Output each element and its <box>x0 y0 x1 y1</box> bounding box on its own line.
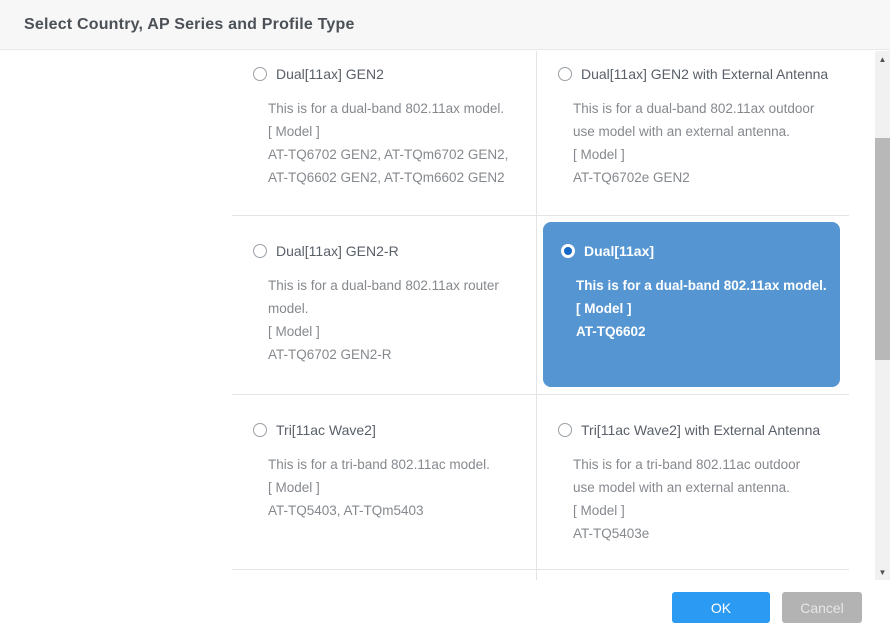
option-label: Tri[11ac Wave2] with External Antenna <box>581 422 821 438</box>
scroll-down-arrow-icon[interactable]: ▼ <box>878 567 887 577</box>
option-cell-tri-11ac-wave2-ext-antenna[interactable] <box>537 395 848 569</box>
desc-line: AT-TQ6702e GEN2 <box>573 170 690 185</box>
desc-line: This is for a dual-band 802.11ax model. <box>576 278 827 293</box>
desc-line: This is for a dual-band 802.11ax router <box>268 278 499 293</box>
desc-line: AT-TQ6702 GEN2, AT-TQm6702 GEN2, <box>268 147 509 162</box>
desc-line: AT-TQ5403, AT-TQm5403 <box>268 503 424 518</box>
options-row-partial <box>232 570 849 580</box>
option-description <box>268 97 526 189</box>
option-cell-dual-11ax[interactable] <box>537 216 848 394</box>
dialog-header <box>0 0 890 50</box>
options-grid <box>232 51 849 580</box>
option-label: Dual[11ax] GEN2 <box>276 66 384 82</box>
desc-line: model. <box>268 301 309 316</box>
dialog-footer <box>0 580 890 644</box>
desc-line: This is for a tri-band 802.11ac outdoor <box>573 457 801 472</box>
option-description <box>573 97 838 189</box>
options-row <box>232 216 849 395</box>
ok-button[interactable]: OK <box>672 592 770 623</box>
option-label: Tri[11ac Wave2] <box>276 422 376 438</box>
radio-dual-11ax-gen2-ext-antenna[interactable] <box>558 67 572 81</box>
selected-option-card[interactable] <box>543 222 840 387</box>
desc-line: This is for a tri-band 802.11ac model. <box>268 457 490 472</box>
radio-tri-11ac-wave2-ext-antenna[interactable] <box>558 423 572 437</box>
desc-line: [ Model ] <box>573 147 625 162</box>
options-row <box>232 51 849 216</box>
scroll-up-arrow-icon[interactable]: ▲ <box>878 54 887 64</box>
option-cell-tri-11ac-wave2[interactable] <box>232 395 537 569</box>
option-cell-partial <box>537 570 848 580</box>
desc-line: This is for a dual-band 802.11ax model. <box>268 101 505 116</box>
option-cell-partial <box>232 570 537 580</box>
desc-line: This is for a dual-band 802.11ax outdoor <box>573 101 815 116</box>
desc-line: [ Model ] <box>268 324 320 339</box>
option-cell-dual-11ax-gen2[interactable] <box>232 51 537 215</box>
option-description <box>576 274 830 343</box>
option-description <box>573 453 838 545</box>
option-label: Dual[11ax] GEN2-R <box>276 243 399 259</box>
options-row <box>232 395 849 570</box>
desc-line: use model with an external antenna. <box>573 124 790 139</box>
radio-dual-11ax-gen2-r[interactable] <box>253 244 267 258</box>
desc-line: [ Model ] <box>268 480 320 495</box>
dialog-title: Select Country, AP Series and Profile Type <box>24 15 355 33</box>
radio-tri-11ac-wave2[interactable] <box>253 423 267 437</box>
options-scroll-area <box>0 51 875 580</box>
option-cell-dual-11ax-gen2-r[interactable] <box>232 216 537 394</box>
desc-line: AT-TQ6602 GEN2, AT-TQm6602 GEN2 <box>268 170 505 185</box>
desc-line: use model with an external antenna. <box>573 480 790 495</box>
vertical-scrollbar[interactable] <box>875 51 890 580</box>
desc-line: [ Model ] <box>268 124 320 139</box>
radio-dual-11ax-gen2[interactable] <box>253 67 267 81</box>
radio-dual-11ax-checked[interactable] <box>561 244 575 258</box>
option-description <box>268 274 526 366</box>
option-cell-dual-11ax-gen2-ext-antenna[interactable] <box>537 51 848 215</box>
cancel-button[interactable]: Cancel <box>782 592 862 623</box>
option-label: Dual[11ax] <box>584 243 655 259</box>
desc-line: AT-TQ6602 <box>576 324 646 339</box>
option-label: Dual[11ax] GEN2 with External Antenna <box>581 66 829 82</box>
desc-line: AT-TQ5403e <box>573 526 650 541</box>
desc-line: AT-TQ6702 GEN2-R <box>268 347 392 362</box>
desc-line: [ Model ] <box>573 503 625 518</box>
option-description <box>268 453 526 522</box>
scrollbar-thumb[interactable] <box>875 138 890 360</box>
desc-line: [ Model ] <box>576 301 632 316</box>
